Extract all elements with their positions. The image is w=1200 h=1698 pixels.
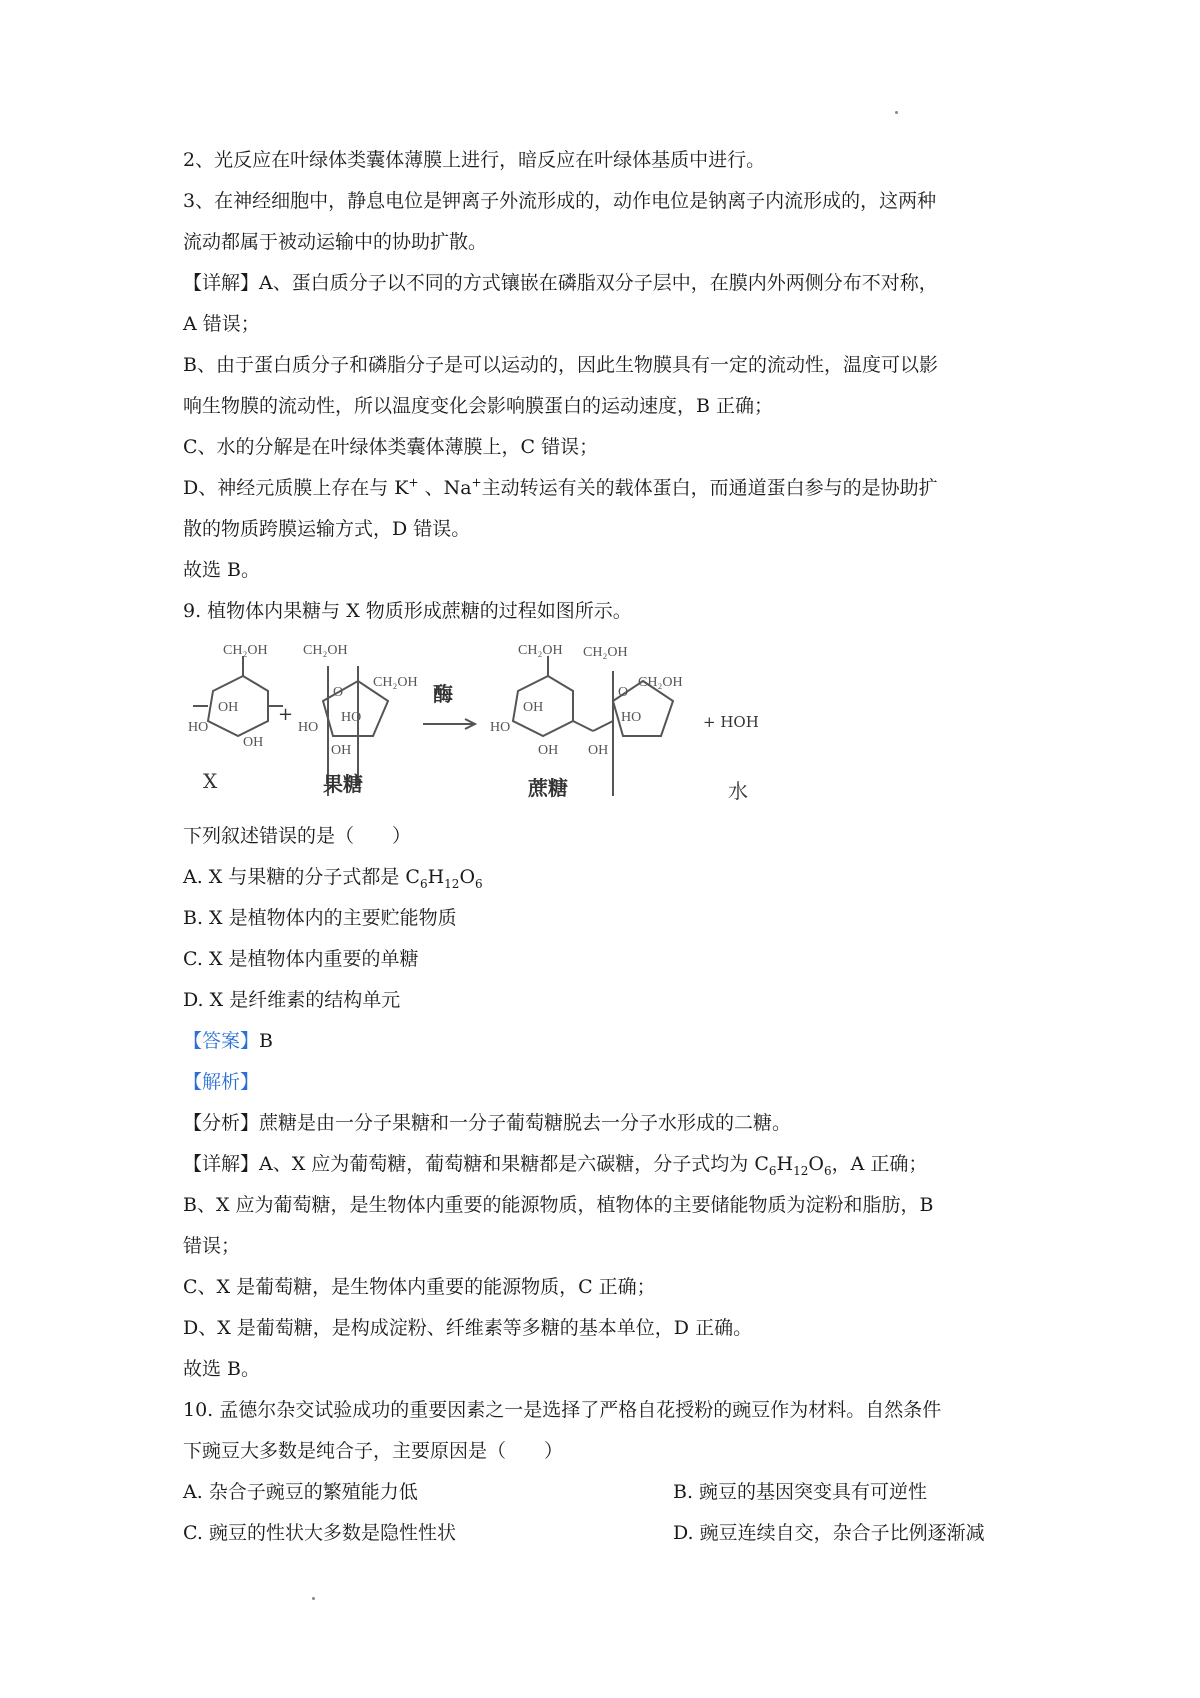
label-enzyme: 酶 <box>433 682 453 706</box>
option-d: D. 豌豆连续自交，杂合子比例逐渐减 <box>673 1522 985 1544</box>
label-x: X <box>203 769 218 793</box>
question-9-prompt: 下列叙述错误的是（ ） <box>183 825 412 847</box>
svg-text:OH: OH <box>523 700 544 715</box>
svg-text:CH₂OH: CH₂OH <box>638 675 683 690</box>
subscript: 6 <box>823 1163 832 1178</box>
question-10-stem: 10. 孟德尔杂交试验成功的重要因素之一是选择了严格自花授粉的豌豆作为材料。自然条件 <box>183 1399 942 1421</box>
text-line: 流动都属于被动运输中的协助扩散。 <box>183 231 488 253</box>
svg-text:OH: OH <box>218 700 239 715</box>
label-water: 水 <box>728 779 748 803</box>
document-body <box>183 140 1028 1554</box>
text-line: 散的物质跨膜运输方式，D 错误。 <box>183 518 471 540</box>
explanation-line: C、X 是葡萄糖，是生物体内重要的能源物质，C 正确； <box>183 1276 656 1298</box>
option-c: C. 豌豆的性状大多数是隐性性状 <box>183 1522 456 1544</box>
option-d: D. X 是纤维素的结构单元 <box>183 989 401 1011</box>
question-10-stem: 下豌豆大多数是纯合子，主要原因是（ ） <box>183 1440 564 1462</box>
svg-text:HO: HO <box>490 720 511 735</box>
explanation-line: 错误； <box>183 1235 241 1257</box>
structure-drawing <box>183 636 743 816</box>
explanation-line <box>183 1144 1028 1185</box>
text-line: 【详解】A、蛋白质分子以不同的方式镶嵌在磷脂双分子层中，在膜内外两侧分布不对称， <box>183 272 938 294</box>
text-line: C、水的分解是在叶绿体类囊体薄膜上，C 错误； <box>183 436 599 458</box>
text-run: D、神经元质膜上存在与 K <box>183 477 409 499</box>
svg-text:HO: HO <box>341 710 362 725</box>
subscript: 6 <box>475 876 483 891</box>
analysis-tag: 【解析】 <box>183 1071 260 1093</box>
plus-water-formula: + HOH <box>703 713 759 731</box>
text-run: ，A 正确； <box>831 1153 928 1175</box>
ch2oh-label: CH₂OH <box>223 643 268 658</box>
plus-sign: + <box>278 704 294 725</box>
svg-text:CH₂OH: CH₂OH <box>518 643 563 658</box>
options-row <box>183 1513 1028 1554</box>
text-run: 、Na <box>418 477 472 499</box>
question-9-stem: 9. 植物体内果糖与 X 物质形成蔗糖的过程如图所示。 <box>183 600 632 622</box>
text-run: 【详解】A、X 应为葡萄糖，葡萄糖和果糖都是六碳糖，分子式均为 C <box>183 1153 769 1175</box>
answer-line <box>183 1021 1028 1062</box>
option-c: C. X 是植物体内重要的单糖 <box>183 948 419 970</box>
scan-speck <box>312 1597 315 1600</box>
label-fructose: 果糖 <box>323 772 363 796</box>
answer-tag: 【答案】 <box>183 1030 260 1052</box>
option-b: B. 豌豆的基因突变具有可逆性 <box>673 1481 928 1503</box>
svg-text:CH₂OH: CH₂OH <box>373 675 418 690</box>
text-run: A. X 与果糖的分子式都是 C <box>183 866 420 888</box>
explanation-line: D、X 是葡萄糖，是构成淀粉、纤维素等多糖的基本单位，D 正确。 <box>183 1317 753 1339</box>
options-row <box>183 1472 1028 1513</box>
label-sucrose: 蔗糖 <box>528 776 568 800</box>
superscript: + <box>471 475 482 490</box>
explanation-line: 故选 B。 <box>183 1358 261 1380</box>
svg-text:OH: OH <box>331 743 352 758</box>
analysis-line: 【分析】蔗糖是由一分子果糖和一分子葡萄糖脱去一分子水形成的二糖。 <box>183 1112 792 1134</box>
svg-text:CH₂OH: CH₂OH <box>303 643 348 658</box>
svg-text:OH: OH <box>538 743 559 758</box>
text-line: 2、光反应在叶绿体类囊体薄膜上进行，暗反应在叶绿体基质中进行。 <box>183 149 766 171</box>
svg-text:HO: HO <box>188 720 209 735</box>
text-line: 3、在神经细胞中，静息电位是钾离子外流形成的，动作电位是钠离子内流形成的，这两种 <box>183 190 937 212</box>
text-line: B、由于蛋白质分子和磷脂分子是可以运动的，因此生物膜具有一定的流动性，温度可以影 <box>183 354 938 376</box>
subscript: 12 <box>444 876 460 891</box>
svg-text:O: O <box>333 685 344 700</box>
text-line: 响生物膜的流动性，所以温度变化会影响膜蛋白的运动速度，B 正确； <box>183 395 774 417</box>
text-line: 故选 B。 <box>183 559 261 581</box>
subscript: 12 <box>793 1163 809 1178</box>
text-run: O <box>459 866 476 888</box>
option-a <box>183 857 1028 898</box>
text-line: A 错误； <box>183 313 260 335</box>
option-b: B. X 是植物体内的主要贮能物质 <box>183 907 457 929</box>
answer-value: B <box>259 1030 273 1052</box>
svg-text:CH₂OH: CH₂OH <box>583 645 628 660</box>
sucrose-formation-figure <box>183 636 783 816</box>
text-run: H <box>427 866 445 888</box>
text-line <box>183 468 1028 509</box>
explanation-line: B、X 应为葡萄糖，是生物体内重要的能源物质，植物体的主要储能物质为淀粉和脂肪，B <box>183 1194 934 1216</box>
svg-text:O: O <box>618 685 629 700</box>
svg-text:OH: OH <box>588 743 609 758</box>
text-run: H <box>776 1153 794 1175</box>
svg-text:OH: OH <box>243 735 264 750</box>
text-run: O <box>808 1153 824 1175</box>
subscript: 6 <box>419 876 428 891</box>
svg-text:HO: HO <box>298 720 319 735</box>
scan-speck <box>895 111 898 114</box>
text-run: 主动转运有关的载体蛋白，而通道蛋白参与的是协助扩 <box>481 477 938 499</box>
svg-text:HO: HO <box>621 710 642 725</box>
superscript: + <box>408 475 419 490</box>
subscript: 6 <box>768 1163 777 1178</box>
option-a: A. 杂合子豌豆的繁殖能力低 <box>183 1481 418 1503</box>
